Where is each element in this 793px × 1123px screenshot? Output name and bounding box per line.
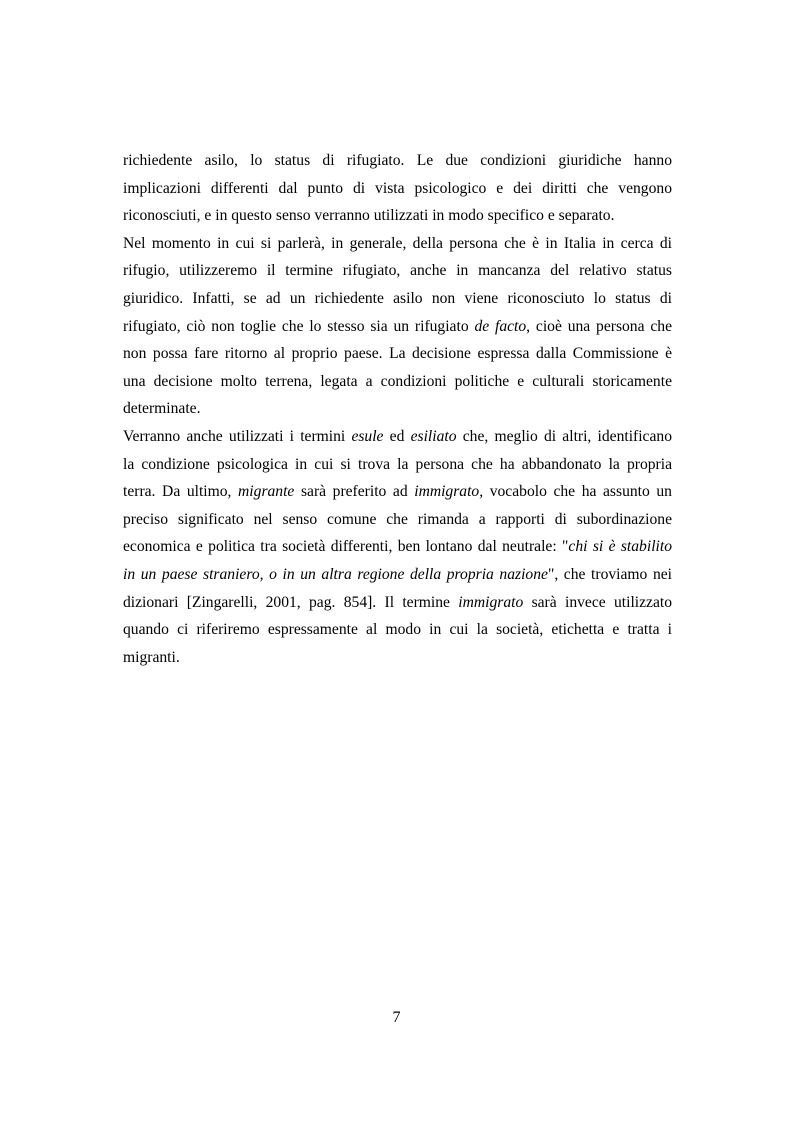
text-line — [123, 202, 672, 230]
text-run: richiedente asilo, lo status di rifugiato. Le due condizioni giuridiche hanno — [123, 152, 672, 169]
text-run: terra. Da ultimo, — [123, 483, 239, 501]
text-run: , cioè una persona che — [526, 317, 672, 335]
text-line — [123, 478, 672, 506]
text-run: implicazioni differenti dal punto di vista psicologico e dei diritti che vengono — [123, 179, 672, 197]
text-run: ed — [383, 427, 411, 445]
italic-text: in un paese straniero, o in un altra regione della propria nazione — [123, 565, 548, 583]
text-line — [123, 313, 672, 341]
text-run: economica e politica tra società differenti, ben lontano dal neutrale: " — [123, 538, 569, 556]
text-line — [123, 257, 672, 285]
italic-text: migrante — [238, 483, 295, 501]
text-line — [123, 340, 672, 368]
text-run: riconosciuti, e in questo senso verranno utilizzati in modo specifico e separato. — [123, 207, 615, 225]
italic-text: de facto — [474, 317, 527, 335]
text-run: sarà preferito ad — [294, 483, 415, 501]
text-run: Verranno anche utilizzati i termini — [123, 427, 352, 445]
italic-text: immigrato, — [414, 483, 484, 501]
text-line — [123, 368, 672, 396]
text-run: rifugio, utilizzeremo il termine rifugiato, anche in mancanza del relativo status — [123, 262, 672, 280]
body-text — [123, 147, 672, 671]
text-run: non possa fare ritorno al proprio paese. La decisione espressa dalla Commissione è — [123, 345, 672, 363]
paragraph — [123, 423, 672, 671]
text-line — [123, 644, 672, 672]
text-line — [123, 230, 672, 258]
text-run: rifugiato, ciò non toglie che lo stesso sia un rifugiato — [123, 317, 475, 335]
text-run: sarà invece utilizzato — [523, 593, 672, 611]
text-run: migranti. — [123, 648, 180, 666]
text-line — [123, 147, 672, 175]
text-run: la condizione psicologica in cui si trova la persona che ha abbandonato la propria — [123, 455, 672, 473]
text-run: vocabolo che ha assunto un — [483, 483, 672, 501]
text-run: dizionari [Zingarelli, 2001, pag. 854]. Il termine — [123, 593, 459, 611]
text-run: determinate. — [123, 400, 201, 418]
text-line — [123, 395, 672, 423]
text-run: giuridico. Infatti, se ad un richiedente asilo non viene riconosciuto lo status di — [123, 289, 672, 307]
paragraph — [123, 230, 672, 423]
text-run: Nel momento in cui si parlerà, in generale, della persona che è in Italia in cerca di — [123, 234, 672, 252]
text-run: quando ci riferiremo espressamente al modo in cui la società, etichetta e tratta i — [123, 621, 672, 639]
text-line — [123, 533, 672, 561]
text-line — [123, 285, 672, 313]
paragraph — [123, 147, 672, 230]
italic-text: esule — [351, 427, 384, 445]
page-number: 7 — [392, 1009, 401, 1026]
text-line — [123, 589, 672, 617]
text-run: una decisione molto terrena, legata a condizioni politiche e culturali storicamente — [123, 372, 672, 390]
text-line — [123, 175, 672, 203]
text-line — [123, 423, 672, 451]
text-run: che, meglio di altri, identificano — [456, 427, 672, 445]
text-line — [123, 561, 672, 589]
text-line — [123, 616, 672, 644]
italic-text: immigrato — [458, 593, 524, 611]
text-run: ", che troviamo nei — [547, 565, 672, 583]
italic-text: chi si è stabilito — [568, 538, 672, 556]
text-line — [123, 506, 672, 534]
text-run: preciso significato nel senso comune che rimanda a rapporti di subordinazione — [123, 510, 672, 528]
text-line — [123, 451, 672, 479]
italic-text: esiliato — [410, 427, 457, 445]
